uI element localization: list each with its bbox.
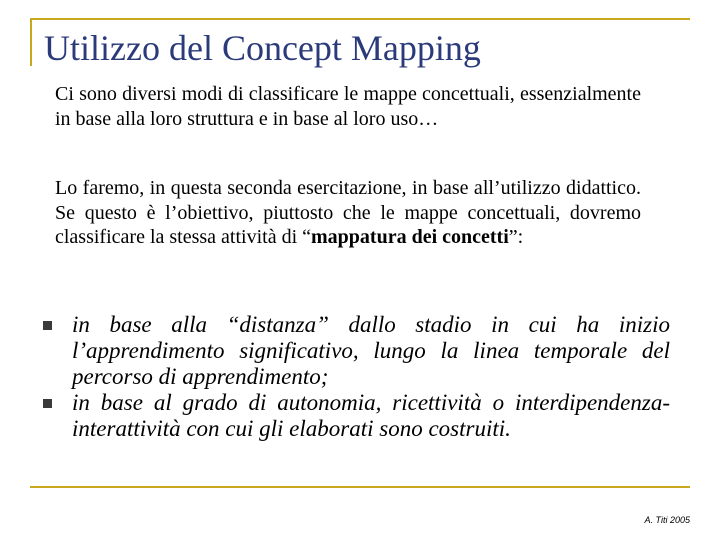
second-paragraph-end: ”: xyxy=(508,226,524,248)
bullet-item xyxy=(40,390,670,442)
bullet-text: in base alla “distanza” dallo stadio in cui ha inizio l’apprendimento significativo, lungo la linea temporale del percorso di apprendimento; xyxy=(72,312,670,389)
bullet-item xyxy=(40,312,670,390)
square-bullet-icon xyxy=(43,399,52,408)
intro-paragraph: Ci sono diversi modi di classificare le mappe concettuali, essenzialmente in base alla loro struttura e in base al loro uso… xyxy=(55,83,641,130)
second-paragraph xyxy=(55,176,641,250)
slide-title: Utilizzo del Concept Mapping xyxy=(44,28,481,68)
bold-term: mappatura dei concetti xyxy=(311,226,509,248)
bullet-text: in base al grado di autonomia, ricettività o interdipendenza-interattività con cui gli elaborati sono costruiti. xyxy=(72,390,670,441)
author-credit: A. Titi 2005 xyxy=(644,515,690,525)
frame-top-line xyxy=(30,18,690,20)
second-paragraph-text: Lo faremo, in questa seconda esercitazione, in base all’utilizzo didattico. Se questo è l’obiettivo, piuttosto che le mappe concettuali, dovremo classificare la stessa attività di “ xyxy=(55,177,641,248)
frame-left-line xyxy=(30,18,32,66)
frame-bottom-line xyxy=(30,486,690,488)
square-bullet-icon xyxy=(43,321,52,330)
bullet-list xyxy=(40,312,670,442)
